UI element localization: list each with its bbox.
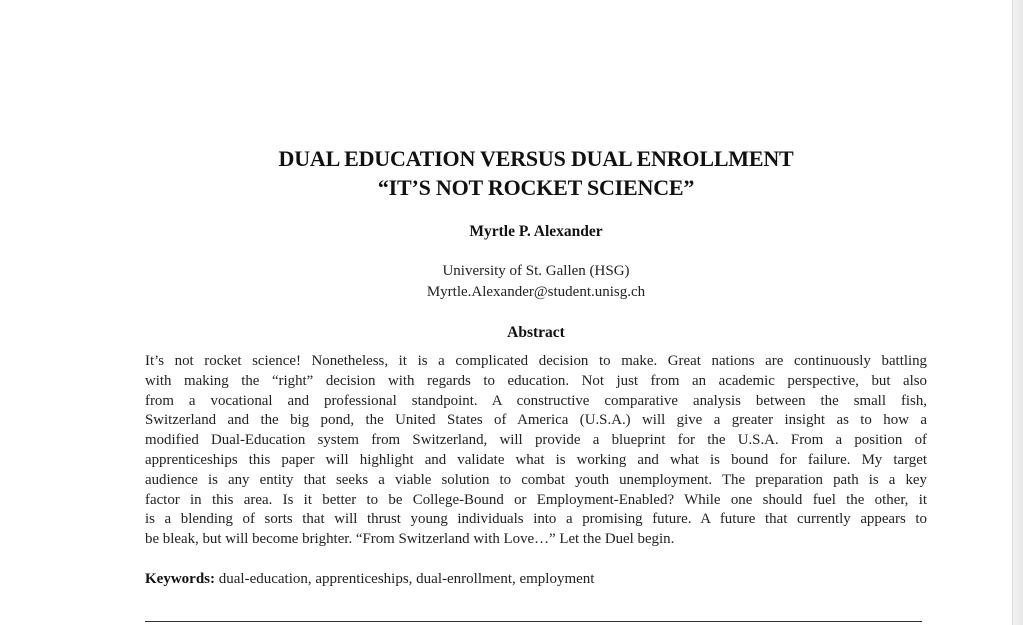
abstract-line: is a blending of sorts that will thrust young individuals into a promising future. A future that currently appears to	[145, 511, 927, 528]
abstract-line: apprenticeships this paper will highlight and validate what is working and what is bound for failure. My target	[145, 451, 927, 468]
keywords-label: Keywords:	[145, 571, 215, 587]
viewer-edge	[1012, 0, 1023, 625]
paper-title-line-1: DUAL EDUCATION VERSUS DUAL ENROLLMENT	[278, 146, 794, 171]
author-email: Myrtle.Alexander@student.unisg.ch	[426, 284, 646, 300]
abstract-line: with making the “right” decision with regards to education. Not just from an academic perspective, but also	[145, 372, 927, 389]
keywords-text: dual-education, apprenticeships, dual-enrollment, employment	[218, 571, 595, 587]
abstract-line: modified Dual-Education system from Switzerland, will provide a blueprint for the U.S.A. From a position of	[145, 432, 927, 449]
abstract-line: be bleak, but will become brighter. “From Switzerland with Love…” Let the Duel begin.	[145, 531, 675, 548]
abstract-line: audience is any entity that seeks a viable solution to combat youth unemployment. The preparation path is a key	[145, 471, 927, 488]
abstract-line: factor in this area. Is it better to be College-Bound or Employment-Enabled? While one should fuel the other, it	[145, 491, 927, 508]
abstract-line: It’s not rocket science! Nonetheless, it is a complicated decision to make. Great nations are continuously battling	[145, 353, 927, 369]
author-name: Myrtle P. Alexander	[469, 223, 603, 240]
abstract-line: Switzerland and the big pond, the United States of America (U.S.A.) will give a greater insight as to how a	[145, 412, 927, 429]
paper-title-line-2: “IT’S NOT ROCKET SCIENCE”	[377, 175, 695, 200]
abstract-line: from a vocational and professional standpoint. A constructive comparative analysis between the small fish,	[145, 392, 927, 409]
abstract-body	[145, 352, 927, 550]
keywords	[145, 571, 594, 588]
section-divider	[145, 621, 922, 622]
abstract-heading: Abstract	[507, 324, 565, 341]
author-affiliation: University of St. Gallen (HSG)	[442, 263, 630, 279]
